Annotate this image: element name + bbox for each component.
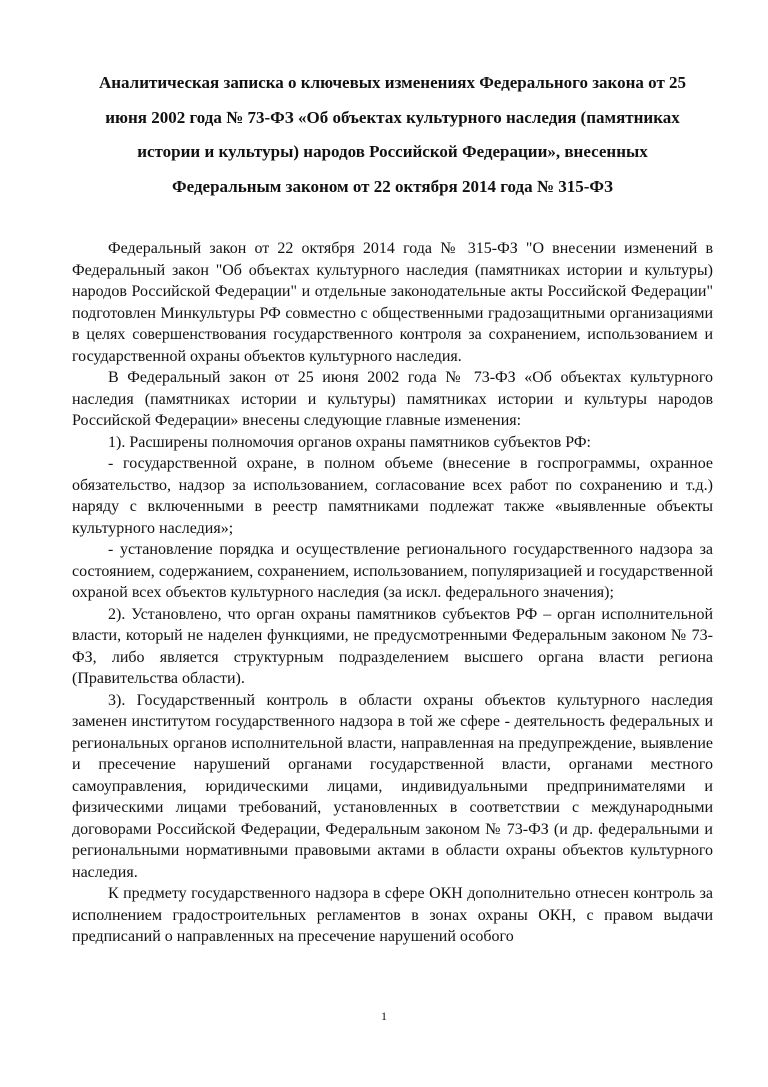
paragraph-item-1: 1). Расширены полномочия органов охраны памятников субъектов РФ:	[108, 433, 591, 451]
title-line: Федеральным законом от 22 октября 2014 года № 315-ФЗ	[172, 176, 613, 196]
title-line: истории и культуры) народов Российской Федерации», внесенных	[137, 142, 648, 162]
page-number: 1	[381, 1009, 387, 1023]
paragraph-item-3: 3). Государственный контроль в области охраны объектов культурного наследия заменен институтом государственного надзора в той же сфере - деятельность федеральных и региональных органов исполнительной власти, направленная на предупреждение, выявление и пресечение нарушений органами государственной власти, органами местного самоуправления, юридическими лицами, индивидуальными предпринимателями и физическими лицами требований, установленных в соответствии с международными договорами Российской Федерации, Федеральным законом № 73-ФЗ (и др. федеральными и региональными нормативными правовыми актами в области охраны объектов культурного наследия.	[72, 691, 713, 881]
document-body	[72, 238, 713, 948]
paragraph-law-315-intro: Федеральный закон от 22 октября 2014 года № 315-ФЗ "О внесении изменений в Федеральный закон "Об объектах культурного наследия (памятниках истории и культуры) народов Российской Федерации" и отдельные законодательные акты Российской Федерации" подготовлен Минкультуры РФ совместно с общественными градозащитными организациями в целях совершенствования государственного контроля за сохранением, использованием и государственной охраны объектов культурного наследия.	[72, 240, 713, 365]
document-page	[72, 66, 713, 948]
title-line: Аналитическая записка о ключевых изменениях Федерального закона от 25	[98, 73, 687, 92]
title-line: июня 2002 года № 73-ФЗ «Об объектах культурного наследия (памятниках	[105, 107, 680, 127]
paragraph-item-1-b: - установление порядка и осуществление регионального государственного надзора за состоянием, содержанием, сохранением, использованием, популяризацией и государственной охраной всех объектов культурного наследия (за искл. федерального значения);	[72, 541, 713, 602]
paragraph-supervision-subject: К предмету государственного надзора в сфере ОКН дополнительно отнесен контроль за исполнением градостроительных регламентов в зонах охраны ОКН, с правом выдачи предписаний о направленных на пресечение нарушений особого	[72, 885, 713, 946]
paragraph-changes-intro: В Федеральный закон от 25 июня 2002 года № 73-ФЗ «Об объектах культурного наследия (памятниках истории и культуры) памятниках истории и культуры народов Российской Федерации» внесены следующие главные изменения:	[72, 369, 713, 430]
paragraph-item-2: 2). Установлено, что орган охраны памятников субъектов РФ – орган исполнительной власти, который не наделен функциями, не предусмотренными Федеральным законом № 73-ФЗ, либо является структурным подразделением высшего органа власти региона (Правительства области).	[72, 605, 713, 688]
document-title	[72, 66, 713, 204]
paragraph-item-1-a: - государственной охране, в полном объеме (внесение в госпрограммы, охранное обязательство, надзор за использованием, согласование всех работ по сохранению и т.д.) наряду с включенными в реестр памятниками подлежат также «выявленные объекты культурного наследия»;	[72, 455, 713, 537]
